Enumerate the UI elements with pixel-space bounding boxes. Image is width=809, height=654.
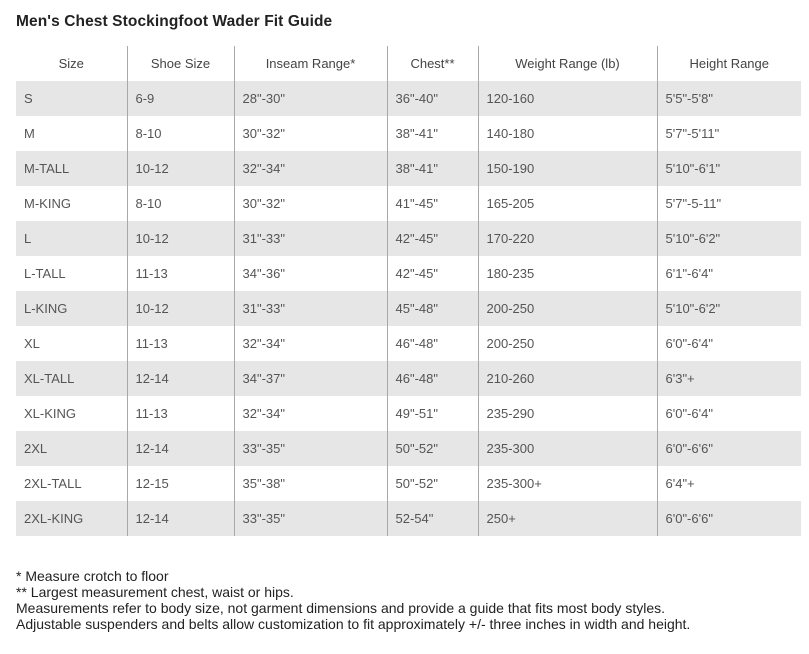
cell-height: 6'0"-6'4": [657, 326, 801, 361]
cell-chest: 42"-45": [387, 256, 478, 291]
column-header-size: Size: [58, 56, 84, 71]
cell-height: 5'7"-5-11": [657, 186, 801, 221]
page-title: Men's Chest Stockingfoot Wader Fit Guide: [16, 13, 333, 30]
cell-size: XL-KING: [16, 396, 127, 431]
cell-shoe-size: 12-15: [127, 466, 234, 501]
cell-inseam: 30"-32": [234, 186, 387, 221]
cell-height: 5'10"-6'2": [657, 221, 801, 256]
cell-weight: 235-300: [478, 431, 657, 466]
table-row: [16, 361, 801, 396]
cell-size: L: [16, 221, 127, 256]
cell-size: M-KING: [16, 186, 127, 221]
cell-shoe-size: 11-13: [127, 326, 234, 361]
table-row: [16, 221, 801, 256]
table-row: [16, 466, 801, 501]
cell-inseam: 28"-30": [234, 81, 387, 116]
cell-chest: 38"-41": [387, 151, 478, 186]
cell-inseam: 31"-33": [234, 291, 387, 326]
cell-shoe-size: 8-10: [127, 186, 234, 221]
cell-shoe-size: 10-12: [127, 291, 234, 326]
cell-inseam: 33"-35": [234, 501, 387, 536]
cell-inseam: 33"-35": [234, 431, 387, 466]
cell-height: 6'0"-6'6": [657, 431, 801, 466]
cell-chest: 41"-45": [387, 186, 478, 221]
cell-size: M-TALL: [16, 151, 127, 186]
cell-inseam: 35"-38": [234, 466, 387, 501]
cell-weight: 165-205: [478, 186, 657, 221]
table-row: [16, 501, 801, 536]
cell-chest: 46"-48": [387, 326, 478, 361]
cell-size: L-KING: [16, 291, 127, 326]
cell-size: S: [16, 81, 127, 116]
cell-chest: 42"-45": [387, 221, 478, 256]
cell-inseam: 34"-37": [234, 361, 387, 396]
table-row: [16, 186, 801, 221]
table-row: [16, 291, 801, 326]
fit-guide-table: [16, 46, 801, 536]
cell-inseam: 30"-32": [234, 116, 387, 151]
table-row: [16, 326, 801, 361]
table-row: [16, 116, 801, 151]
cell-shoe-size: 12-14: [127, 501, 234, 536]
cell-height: 6'1"-6'4": [657, 256, 801, 291]
cell-weight: 150-190: [478, 151, 657, 186]
table-row: [16, 256, 801, 291]
cell-shoe-size: 11-13: [127, 396, 234, 431]
cell-weight: 235-300+: [478, 466, 657, 501]
cell-size: XL-TALL: [16, 361, 127, 396]
cell-size: XL: [16, 326, 127, 361]
cell-chest: 50"-52": [387, 431, 478, 466]
table-row: [16, 81, 801, 116]
cell-weight: 210-260: [478, 361, 657, 396]
column-header-weight-range: Weight Range (lb): [478, 46, 657, 81]
table-row: [16, 431, 801, 466]
cell-shoe-size: 10-12: [127, 221, 234, 256]
cell-chest: 38"-41": [387, 116, 478, 151]
table-header-row: [16, 46, 801, 81]
footnotes: [16, 568, 690, 632]
cell-weight: 180-235: [478, 256, 657, 291]
cell-weight: 200-250: [478, 291, 657, 326]
cell-size: 2XL-KING: [16, 501, 127, 536]
cell-weight: 120-160: [478, 81, 657, 116]
column-header-inseam-range: Inseam Range*: [234, 46, 387, 81]
cell-shoe-size: 6-9: [127, 81, 234, 116]
cell-height: 5'5"-5'8": [657, 81, 801, 116]
column-header-height-range: Height Range: [657, 46, 801, 81]
cell-chest: 49"-51": [387, 396, 478, 431]
cell-weight: 140-180: [478, 116, 657, 151]
cell-height: 5'7"-5'11": [657, 116, 801, 151]
footnote-chest: ** Largest measurement chest, waist or hips.: [16, 584, 294, 600]
column-header-shoe-size: Shoe Size: [127, 46, 234, 81]
cell-height: 6'3"+: [657, 361, 801, 396]
cell-chest: 50"-52": [387, 466, 478, 501]
cell-shoe-size: 11-13: [127, 256, 234, 291]
cell-weight: 200-250: [478, 326, 657, 361]
cell-weight: 170-220: [478, 221, 657, 256]
cell-weight: 250+: [478, 501, 657, 536]
cell-size: M: [16, 116, 127, 151]
table-row: [16, 151, 801, 186]
cell-weight: 235-290: [478, 396, 657, 431]
footnote-inseam: * Measure crotch to floor: [16, 568, 169, 584]
cell-shoe-size: 12-14: [127, 431, 234, 466]
cell-size: 2XL-TALL: [16, 466, 127, 501]
cell-inseam: 31"-33": [234, 221, 387, 256]
cell-height: 6'4"+: [657, 466, 801, 501]
cell-size: L-TALL: [16, 256, 127, 291]
cell-inseam: 32"-34": [234, 326, 387, 361]
cell-height: 6'0"-6'6": [657, 501, 801, 536]
cell-inseam: 32"-34": [234, 396, 387, 431]
cell-shoe-size: 8-10: [127, 116, 234, 151]
table-row: [16, 396, 801, 431]
footnote-body-size: Measurements refer to body size, not garment dimensions and provide a guide that fits most body styles.: [16, 600, 665, 616]
cell-chest: 52-54": [387, 501, 478, 536]
cell-height: 6'0"-6'4": [657, 396, 801, 431]
cell-shoe-size: 12-14: [127, 361, 234, 396]
cell-inseam: 32"-34": [234, 151, 387, 186]
cell-size: 2XL: [16, 431, 127, 466]
cell-chest: 46"-48": [387, 361, 478, 396]
cell-inseam: 34"-36": [234, 256, 387, 291]
column-header-chest: Chest**: [387, 46, 478, 81]
cell-chest: 36"-40": [387, 81, 478, 116]
cell-height: 5'10"-6'2": [657, 291, 801, 326]
cell-chest: 45"-48": [387, 291, 478, 326]
footnote-adjustable: Adjustable suspenders and belts allow customization to fit approximately +/- three inches in width and height.: [16, 616, 691, 632]
cell-height: 5'10"-6'1": [657, 151, 801, 186]
cell-shoe-size: 10-12: [127, 151, 234, 186]
